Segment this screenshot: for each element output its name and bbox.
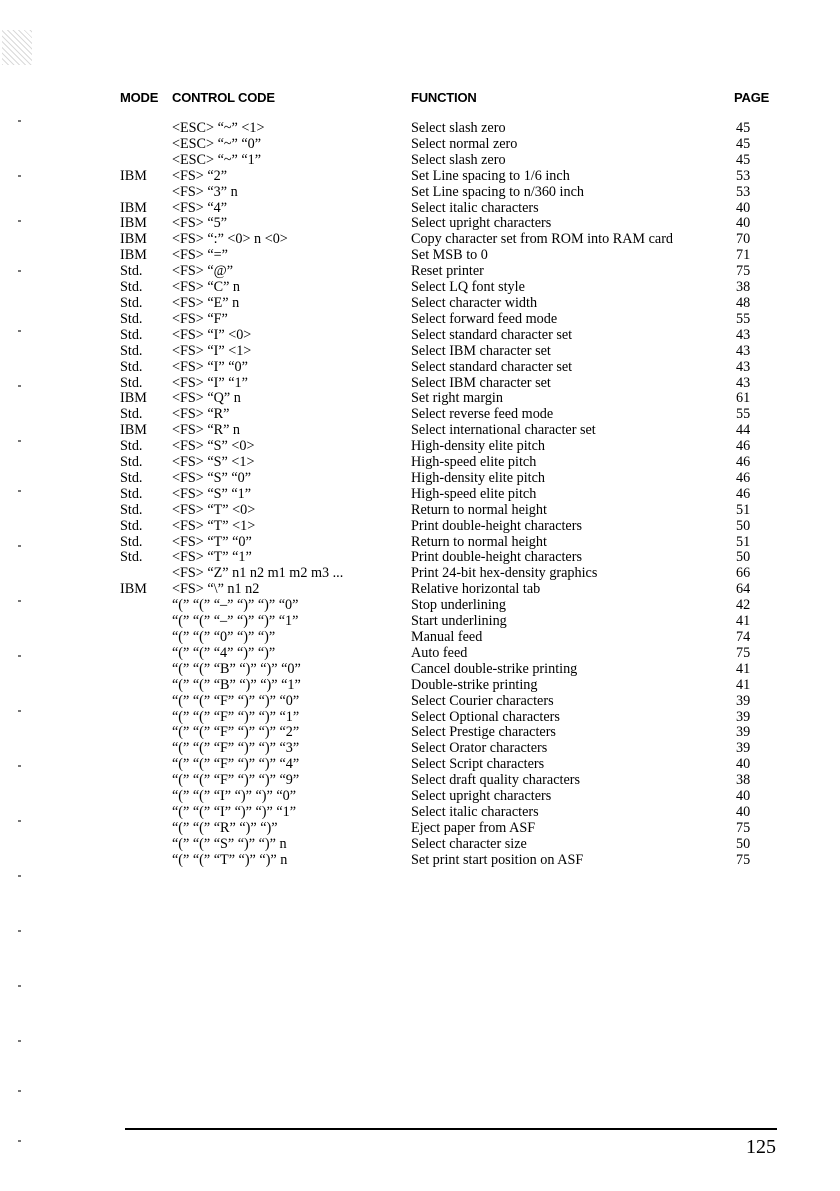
row-mode: IBM <box>120 247 147 264</box>
row-page: 40 <box>736 199 751 216</box>
row-page: 39 <box>736 740 751 757</box>
table-row <box>0 503 840 519</box>
row-page: 39 <box>736 724 751 741</box>
row-page: 45 <box>736 135 751 152</box>
table-row <box>0 360 840 376</box>
table-row <box>0 566 840 582</box>
table-row <box>0 344 840 360</box>
row-control-code: <FS> “T” <0> <box>172 501 256 518</box>
row-control-code: <FS> “C” n <box>172 279 241 296</box>
row-function: Select italic characters <box>411 803 539 820</box>
row-function: Select international character set <box>411 422 596 439</box>
row-control-code: <FS> “T” “1” <box>172 549 252 566</box>
scan-margin-mark <box>18 440 21 442</box>
table-row <box>0 789 840 805</box>
row-mode: Std. <box>120 485 143 502</box>
row-function: Select standard character set <box>411 326 573 343</box>
row-function: Cancel double-strike printing <box>411 660 578 677</box>
row-function: Set Line spacing to 1/6 inch <box>411 167 570 184</box>
table-row <box>0 137 840 153</box>
row-control-code: <FS> “T” “0” <box>172 533 252 550</box>
row-function: Select italic characters <box>411 199 539 216</box>
row-control-code: “(” “(” “I” “)” “)” “0” <box>172 788 297 805</box>
row-control-code: “(” “(” “F” “)” “)” “0” <box>172 692 300 709</box>
row-function: Select normal zero <box>411 135 518 152</box>
row-function: Select character width <box>411 294 538 311</box>
row-function: Select Courier characters <box>411 692 554 709</box>
row-function: Set print start position on ASF <box>411 851 584 868</box>
row-function: Return to normal height <box>411 533 547 550</box>
row-control-code: <FS> “R” <box>172 406 230 423</box>
row-function: High-density elite pitch <box>411 438 545 455</box>
row-function: Select IBM character set <box>411 374 551 391</box>
row-mode: Std. <box>120 501 143 518</box>
row-control-code: <FS> “I” <0> <box>172 326 252 343</box>
row-mode: Std. <box>120 454 143 471</box>
row-function: Double-strike printing <box>411 676 538 693</box>
row-control-code: “(” “(” “S” “)” “)” n <box>172 835 287 852</box>
page-number: 125 <box>746 1136 776 1158</box>
row-control-code: “(” “(” “–” “)” “)” “0” <box>172 597 299 614</box>
table-row <box>0 662 840 678</box>
row-control-code: <FS> “5” <box>172 215 228 232</box>
row-control-code: “(” “(” “F” “)” “)” “9” <box>172 772 300 789</box>
row-page: 53 <box>736 183 751 200</box>
row-control-code: <FS> “S” <0> <box>172 438 255 455</box>
table-row <box>0 821 840 837</box>
scan-margin-mark <box>18 765 21 767</box>
row-page: 48 <box>736 294 751 311</box>
row-page: 53 <box>736 167 751 184</box>
row-function: Select standard character set <box>411 358 573 375</box>
table-row <box>0 598 840 614</box>
row-control-code: <FS> “R” n <box>172 422 241 439</box>
row-control-code: <ESC> “~” “1” <box>172 151 262 168</box>
row-function: Auto feed <box>411 644 468 661</box>
row-mode: Std. <box>120 549 143 566</box>
row-control-code: “(” “(” “–” “)” “)” “1” <box>172 613 299 630</box>
row-function: Return to normal height <box>411 501 547 518</box>
header-mode: MODE <box>120 90 159 105</box>
row-control-code: <FS> “F” <box>172 310 228 327</box>
row-control-code: “(” “(” “F” “)” “)” “2” <box>172 724 300 741</box>
row-function: Select Prestige characters <box>411 724 556 741</box>
row-control-code: <FS> “S” “1” <box>172 485 252 502</box>
row-mode: Std. <box>120 406 143 423</box>
scan-margin-mark <box>18 175 21 177</box>
row-mode: Std. <box>120 374 143 391</box>
table-row <box>0 805 840 821</box>
row-control-code: <FS> “I” “1” <box>172 374 248 391</box>
row-function: Reset printer <box>411 263 484 280</box>
table-row <box>0 312 840 328</box>
scan-margin-mark <box>18 330 21 332</box>
row-page: 50 <box>736 835 751 852</box>
row-control-code: “(” “(” “F” “)” “)” “3” <box>172 740 300 757</box>
row-mode: Std. <box>120 342 143 359</box>
row-function: Copy character set from ROM into RAM card <box>411 231 674 248</box>
row-page: 42 <box>736 597 751 614</box>
table-row <box>0 535 840 551</box>
row-control-code: <FS> “4” <box>172 199 228 216</box>
row-control-code: <FS> “2” <box>172 167 228 184</box>
table-row <box>0 582 840 598</box>
row-function: Select Optional characters <box>411 708 560 725</box>
row-page: 46 <box>736 485 751 502</box>
table-row <box>0 519 840 535</box>
table-row <box>0 725 840 741</box>
row-page: 43 <box>736 374 751 391</box>
scan-margin-mark <box>18 600 21 602</box>
table-row <box>0 630 840 646</box>
row-function: Select upright characters <box>411 788 552 805</box>
row-mode: Std. <box>120 469 143 486</box>
table-row <box>0 710 840 726</box>
row-mode: Std. <box>120 310 143 327</box>
row-page: 39 <box>736 692 751 709</box>
row-page: 71 <box>736 247 751 264</box>
scan-margin-mark <box>18 1040 21 1042</box>
row-mode: Std. <box>120 279 143 296</box>
row-function: Stop underlining <box>411 597 506 614</box>
row-function: High-speed elite pitch <box>411 485 537 502</box>
row-control-code: <ESC> “~” “0” <box>172 135 262 152</box>
row-mode: Std. <box>120 294 143 311</box>
table-row <box>0 439 840 455</box>
row-page: 66 <box>736 565 751 582</box>
row-mode: Std. <box>120 358 143 375</box>
row-page: 41 <box>736 676 751 693</box>
table-row <box>0 678 840 694</box>
row-function: Print double-height characters <box>411 517 582 534</box>
table-row <box>0 471 840 487</box>
row-control-code: “(” “(” “B” “)” “)” “1” <box>172 676 301 693</box>
row-function: Set Line spacing to n/360 inch <box>411 183 584 200</box>
row-mode: Std. <box>120 517 143 534</box>
row-control-code: <FS> “I” <1> <box>172 342 252 359</box>
row-control-code: <FS> “=” <box>172 247 228 264</box>
row-page: 38 <box>736 279 751 296</box>
row-page: 43 <box>736 342 751 359</box>
command-table <box>0 121 840 869</box>
row-page: 40 <box>736 788 751 805</box>
row-mode: IBM <box>120 581 147 598</box>
row-page: 75 <box>736 263 751 280</box>
table-row <box>0 614 840 630</box>
row-page: 75 <box>736 644 751 661</box>
row-control-code: <FS> “\” n1 n2 <box>172 581 260 598</box>
table-row <box>0 853 840 869</box>
row-function: Print 24-bit hex-density graphics <box>411 565 598 582</box>
table-row <box>0 423 840 439</box>
table-row <box>0 121 840 137</box>
row-mode: IBM <box>120 199 147 216</box>
row-page: 46 <box>736 438 751 455</box>
row-control-code: “(” “(” “F” “)” “)” “1” <box>172 708 300 725</box>
table-header <box>0 90 840 110</box>
scan-margin-mark <box>18 120 21 122</box>
table-row <box>0 741 840 757</box>
row-function: Select slash zero <box>411 120 506 136</box>
row-function: Select Orator characters <box>411 740 548 757</box>
row-page: 41 <box>736 660 751 677</box>
scan-margin-mark <box>18 545 21 547</box>
row-function: Select character size <box>411 835 527 852</box>
row-function: Eject paper from ASF <box>411 819 536 836</box>
row-page: 64 <box>736 581 751 598</box>
row-page: 55 <box>736 406 751 423</box>
row-page: 50 <box>736 549 751 566</box>
row-mode: IBM <box>120 390 147 407</box>
table-row <box>0 216 840 232</box>
scan-margin-mark <box>18 985 21 987</box>
row-function: Set MSB to 0 <box>411 247 488 264</box>
row-page: 46 <box>736 454 751 471</box>
row-control-code: <FS> “E” n <box>172 294 240 311</box>
row-control-code: “(” “(” “R” “)” “)” <box>172 819 278 836</box>
row-mode: Std. <box>120 263 143 280</box>
row-control-code: <FS> “@” <box>172 263 233 280</box>
row-function: High-speed elite pitch <box>411 454 537 471</box>
table-row <box>0 185 840 201</box>
row-function: Select forward feed mode <box>411 310 558 327</box>
row-mode: IBM <box>120 231 147 248</box>
scan-margin-mark <box>18 930 21 932</box>
row-page: 45 <box>736 120 751 136</box>
table-row <box>0 487 840 503</box>
row-function: Relative horizontal tab <box>411 581 541 598</box>
row-control-code: “(” “(” “B” “)” “)” “0” <box>172 660 301 677</box>
row-page: 51 <box>736 533 751 550</box>
table-row <box>0 694 840 710</box>
row-mode: Std. <box>120 326 143 343</box>
row-mode: IBM <box>120 215 147 232</box>
row-page: 38 <box>736 772 751 789</box>
row-page: 50 <box>736 517 751 534</box>
row-control-code: “(” “(” “F” “)” “)” “4” <box>172 756 300 773</box>
row-control-code: <FS> “S” “0” <box>172 469 252 486</box>
row-page: 39 <box>736 708 751 725</box>
row-function: Select slash zero <box>411 151 506 168</box>
row-page: 46 <box>736 469 751 486</box>
table-row <box>0 296 840 312</box>
row-control-code: <FS> “T” <1> <box>172 517 256 534</box>
table-row <box>0 773 840 789</box>
row-page: 45 <box>736 151 751 168</box>
table-row <box>0 455 840 471</box>
row-control-code: <FS> “3” n <box>172 183 238 200</box>
scan-margin-mark <box>18 875 21 877</box>
scan-artifact <box>2 30 32 65</box>
row-page: 75 <box>736 851 751 868</box>
table-row <box>0 169 840 185</box>
row-function: Select draft quality characters <box>411 772 580 789</box>
row-control-code: <FS> “Z” n1 n2 m1 m2 m3 ... <box>172 565 344 582</box>
row-function: Start underlining <box>411 613 507 630</box>
table-row <box>0 757 840 773</box>
header-page: PAGE <box>734 90 770 105</box>
row-page: 75 <box>736 819 751 836</box>
row-control-code: <ESC> “~” <1> <box>172 120 265 136</box>
scan-margin-mark <box>18 1090 21 1092</box>
row-page: 40 <box>736 215 751 232</box>
row-control-code: <FS> “Q” n <box>172 390 241 407</box>
row-page: 61 <box>736 390 751 407</box>
header-control-code: CONTROL CODE <box>172 90 275 105</box>
footer-rule <box>125 1128 777 1130</box>
table-row <box>0 153 840 169</box>
row-control-code: <FS> “:” <0> n <0> <box>172 231 288 248</box>
row-mode: IBM <box>120 422 147 439</box>
scan-margin-mark <box>18 490 21 492</box>
row-page: 41 <box>736 613 751 630</box>
row-page: 74 <box>736 629 751 645</box>
header-function: FUNCTION <box>411 90 477 105</box>
row-control-code: “(” “(” “I” “)” “)” “1” <box>172 803 297 820</box>
table-row <box>0 328 840 344</box>
row-function: Set right margin <box>411 390 503 407</box>
row-page: 40 <box>736 756 751 773</box>
row-mode: Std. <box>120 533 143 550</box>
row-function: Select LQ font style <box>411 279 525 296</box>
scan-margin-mark <box>18 710 21 712</box>
row-function: Manual feed <box>411 629 483 645</box>
row-page: 70 <box>736 231 751 248</box>
row-function: Select upright characters <box>411 215 552 232</box>
row-control-code: “(” “(” “4” “)” “)” <box>172 644 276 661</box>
row-page: 55 <box>736 310 751 327</box>
table-row <box>0 837 840 853</box>
row-page: 44 <box>736 422 751 439</box>
table-row <box>0 376 840 392</box>
row-page: 43 <box>736 358 751 375</box>
row-mode: Std. <box>120 438 143 455</box>
scan-margin-mark <box>18 220 21 222</box>
table-row <box>0 391 840 407</box>
scan-margin-mark <box>18 270 21 272</box>
table-row <box>0 264 840 280</box>
row-control-code: “(” “(” “0” “)” “)” <box>172 629 276 645</box>
row-page: 40 <box>736 803 751 820</box>
scan-margin-mark <box>18 820 21 822</box>
row-mode: IBM <box>120 167 147 184</box>
row-function: Select IBM character set <box>411 342 551 359</box>
table-row <box>0 646 840 662</box>
table-row <box>0 550 840 566</box>
scan-margin-mark <box>18 385 21 387</box>
table-row <box>0 248 840 264</box>
table-row <box>0 407 840 423</box>
table-row <box>0 201 840 217</box>
scan-margin-mark <box>18 1140 21 1142</box>
row-function: Select reverse feed mode <box>411 406 554 423</box>
row-function: Select Script characters <box>411 756 545 773</box>
row-function: Print double-height characters <box>411 549 582 566</box>
row-page: 51 <box>736 501 751 518</box>
scan-margin-mark <box>18 655 21 657</box>
row-function: High-density elite pitch <box>411 469 545 486</box>
row-control-code: <FS> “S” <1> <box>172 454 255 471</box>
row-page: 43 <box>736 326 751 343</box>
row-control-code: <FS> “I” “0” <box>172 358 248 375</box>
table-row <box>0 280 840 296</box>
table-row <box>0 232 840 248</box>
row-control-code: “(” “(” “T” “)” “)” n <box>172 851 288 868</box>
